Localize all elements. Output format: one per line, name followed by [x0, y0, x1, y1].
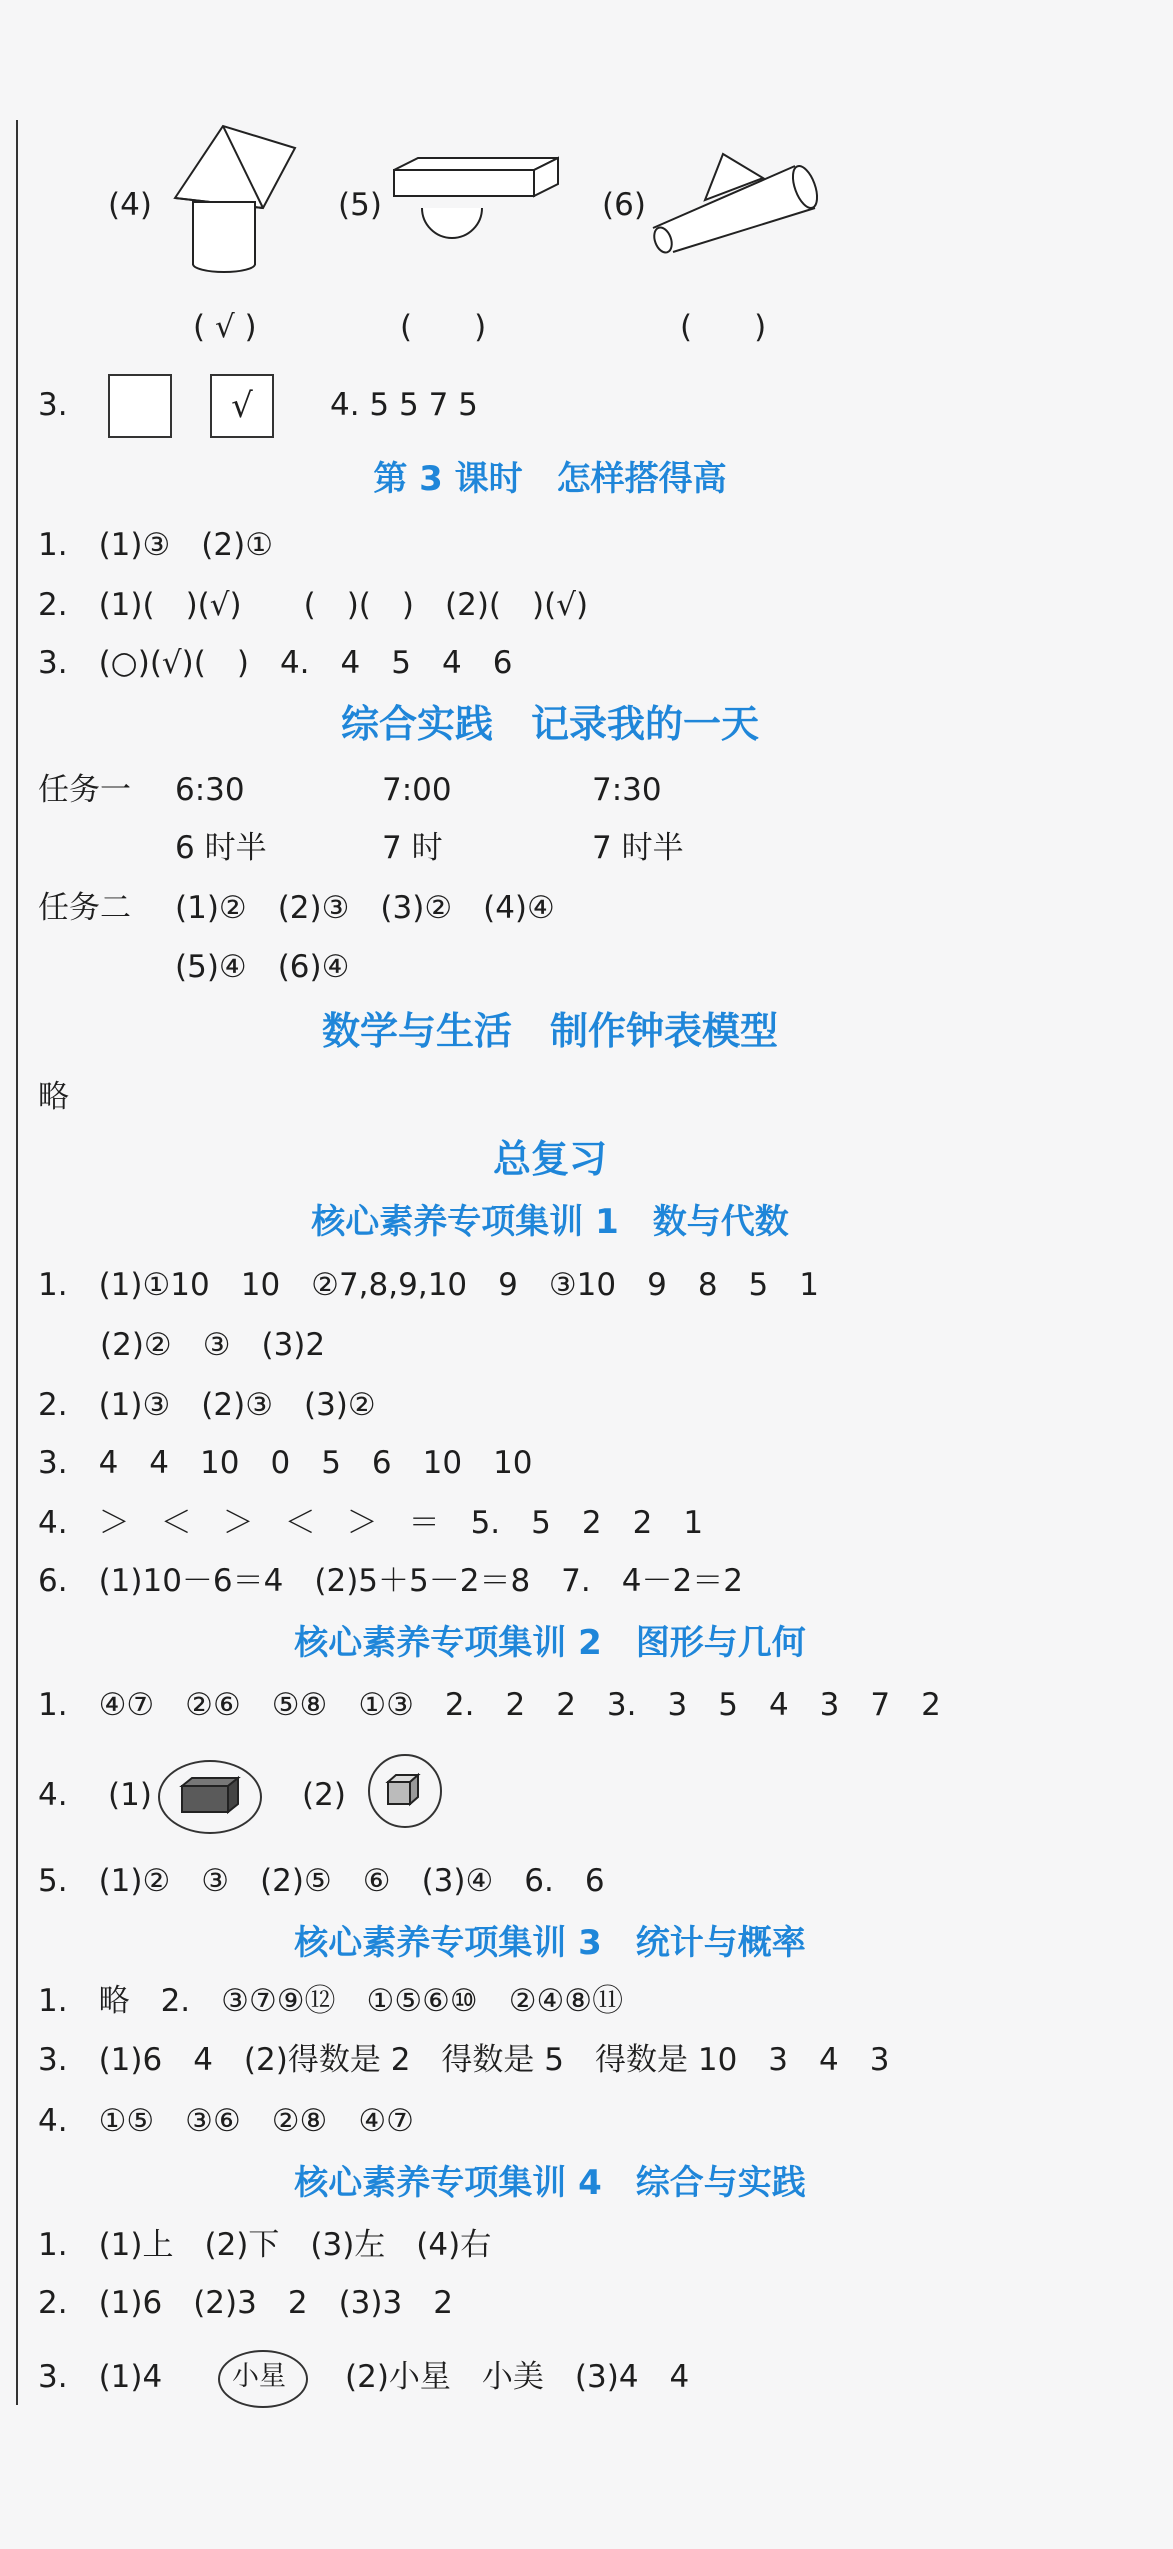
fig4-label: (4)	[108, 187, 152, 223]
t4-title: 核心素养专项集训 4 综合与实践	[294, 2163, 806, 2203]
task2-label: 任务二	[38, 890, 131, 926]
lesson3-line-1: 1. (1)③ (2)①	[38, 527, 273, 563]
review-title: 总复习	[492, 1137, 607, 1181]
task1-reading-3: 7 时半	[592, 830, 684, 866]
life-title: 数学与生活 制作钟表模型	[321, 1009, 778, 1053]
q4-answer-line: 4. 5 5 7 5	[330, 387, 478, 423]
circled-name-text: 小星	[232, 2361, 286, 2392]
t2-line-5: 5. (1)② ③ (2)⑤ ⑥ (3)④ 6. 6	[38, 1863, 605, 1899]
practice-title: 综合实践 记录我的一天	[340, 702, 759, 746]
cube-icon	[384, 1772, 424, 1808]
answer-fig5: ( )	[400, 309, 487, 345]
triangle-on-cylinder-figure	[165, 120, 305, 285]
check-mark: √	[231, 386, 253, 426]
lesson3-line-2: 2. (1)( )(√) ( )( ) (2)( )(√)	[38, 587, 589, 623]
task2-row-1: (1)② (2)③ (3)② (4)④	[175, 890, 555, 926]
answer-box-empty	[108, 374, 172, 438]
q3-label: 3.	[38, 387, 68, 423]
t2-title: 核心素养专项集训 2 图形与几何	[294, 1623, 806, 1663]
t4-line-2: 2. (1)6 (2)3 2 (3)3 2	[38, 2285, 453, 2321]
fig6-label: (6)	[602, 187, 646, 223]
t1-title: 核心素养专项集训 1 数与代数	[311, 1202, 789, 1242]
t4-line-3b: (2)小星 小美 (3)4 4	[345, 2359, 690, 2395]
t2-q4-part1: (1)	[108, 1777, 152, 1813]
t1-line-4: 3. 4 4 10 0 5 6 10 10	[38, 1445, 533, 1481]
life-answer: 略	[38, 1079, 69, 1115]
t1-line-5: 4. ＞ ＜ ＞ ＜ ＞ ＝ 5. 5 2 2 1	[38, 1505, 704, 1541]
t3-title: 核心素养专项集训 3 统计与概率	[294, 1923, 806, 1963]
dark-cuboid-icon	[178, 1774, 242, 1818]
t2-q4-part2: (2)	[302, 1777, 346, 1813]
answer-fig6: ( )	[680, 309, 767, 345]
t2-line-1: 1. ④⑦ ②⑥ ⑤⑧ ①③ 2. 2 2 3. 3 5 4 3 7 2	[38, 1687, 941, 1723]
answer-box-checked	[210, 374, 274, 438]
answer-fig4: ( √ )	[193, 309, 257, 345]
t3-line-2: 3. (1)6 4 (2)得数是 2 得数是 5 得数是 10 3 4 3	[38, 2042, 890, 2078]
cuboid-on-ball-figure	[390, 150, 565, 250]
task1-time-3: 7:30	[592, 772, 662, 808]
t2-q4-label: 4.	[38, 1777, 68, 1813]
t1-line-6: 6. (1)10－6＝4 (2)5＋5－2＝8 7. 4－2＝2	[38, 1563, 743, 1599]
task1-label: 任务一	[38, 772, 131, 808]
task1-reading-2: 7 时	[382, 830, 443, 866]
t1-line-3: 2. (1)③ (2)③ (3)②	[38, 1387, 376, 1423]
t4-line-3a: 3. (1)4	[38, 2359, 163, 2395]
lesson3-title: 第 3 课时 怎样搭得高	[373, 459, 727, 499]
t3-line-1: 1. 略 2. ③⑦⑨⑫ ①⑤⑥⑩ ②④⑧⑪	[38, 1983, 624, 2019]
t4-line-1: 1. (1)上 (2)下 (3)左 (4)右	[38, 2227, 492, 2263]
triangle-on-cylinder-tilted-figure	[645, 148, 825, 258]
task2-row-2: (5)④ (6)④	[175, 949, 350, 985]
task1-time-2: 7:00	[382, 772, 452, 808]
t3-line-3: 4. ①⑤ ③⑥ ②⑧ ④⑦	[38, 2103, 414, 2139]
task1-reading-1: 6 时半	[175, 830, 267, 866]
task1-time-1: 6:30	[175, 772, 245, 808]
t1-line-2: (2)② ③ (3)2	[38, 1327, 326, 1363]
fig5-label: (5)	[338, 187, 382, 223]
lesson3-line-3: 3. (○)(√)( ) 4. 4 5 4 6	[38, 645, 513, 681]
t1-line-1: 1. (1)①10 10 ②7,8,9,10 9 ③10 9 8 5 1	[38, 1267, 819, 1303]
